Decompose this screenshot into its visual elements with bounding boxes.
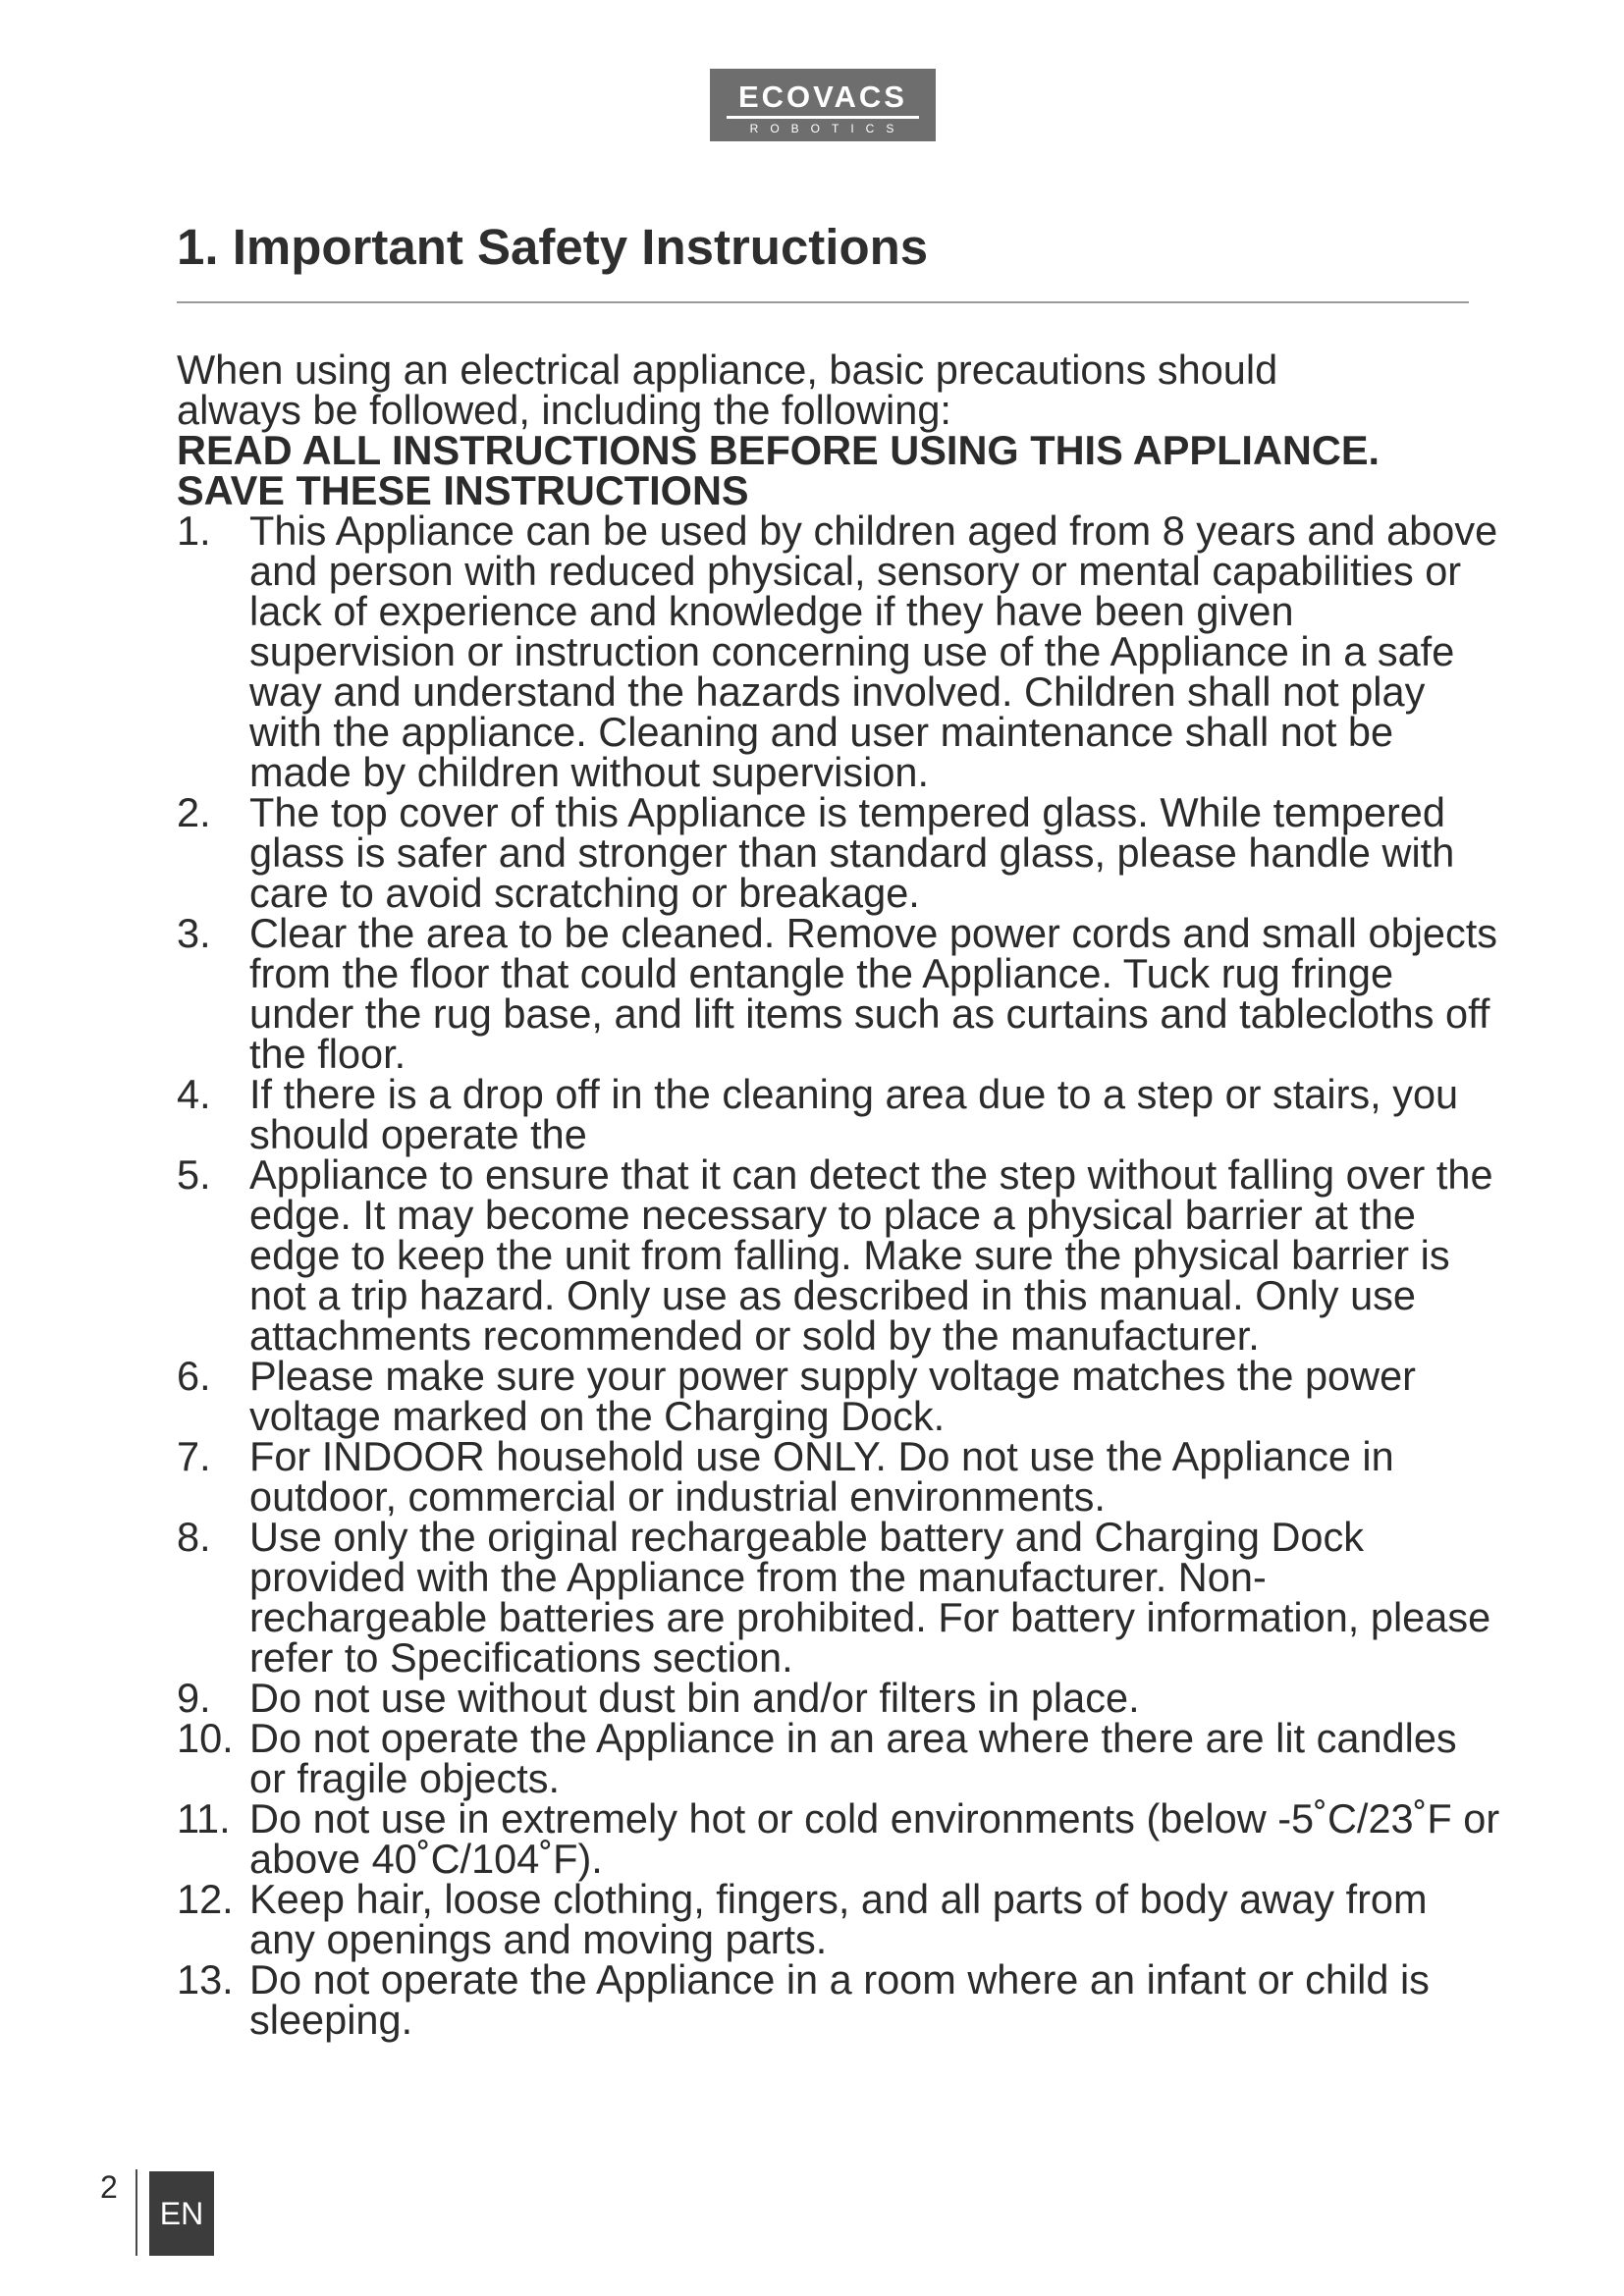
section-title: 1. Important Safety Instructions	[177, 219, 929, 275]
logo-tagline: ROBOTICS	[749, 122, 906, 135]
item-text: Use only the original rechargeable battery and Charging Dock provided with the Appliance from the manufacturer. Non-rechargeable batteries are prohibited. For battery information, please refer to Specifications section.	[249, 1514, 1491, 1681]
item-text: Clear the area to be cleaned. Remove power cords and small objects from the floor that could entangle the Appliance. Tuck rug fringe under the rug base, and lift items such as curtains and tablecloths off the floor.	[249, 910, 1498, 1077]
list-item	[177, 1715, 1502, 1801]
item-number: 9.	[177, 1675, 211, 1721]
intro-line-2: always be followed, including the following:	[177, 387, 951, 433]
item-number: 11.	[177, 1795, 231, 1842]
item-number: 3.	[177, 910, 211, 956]
item-text: Do not use without dust bin and/or filters in place.	[249, 1675, 1140, 1721]
item-text: For INDOOR household use ONLY. Do not use the Appliance in outdoor, commercial or industrial environments.	[249, 1433, 1394, 1520]
list-item	[177, 1514, 1502, 1681]
item-number: 8.	[177, 1514, 211, 1560]
item-text: Keep hair, loose clothing, fingers, and all parts of body away from any openings and moving parts.	[249, 1876, 1428, 1962]
item-text: Do not use in extremely hot or cold environments (below -5˚C/23˚F or above 40˚C/104˚F).	[249, 1795, 1500, 1882]
instructions-body	[177, 347, 1502, 2043]
list-item	[177, 1433, 1502, 1520]
read-all-warning: READ ALL INSTRUCTIONS BEFORE USING THIS APPLIANCE.	[177, 427, 1380, 473]
list-item	[177, 789, 1502, 916]
item-number: 5.	[177, 1151, 211, 1198]
list-item	[177, 1795, 1502, 1882]
item-number: 7.	[177, 1433, 211, 1479]
title-divider	[177, 301, 1469, 303]
intro-line-1: When using an electrical appliance, basic precautions should	[177, 347, 1278, 393]
list-item	[177, 1675, 1502, 1721]
logo-brand: ECOVACS	[737, 80, 907, 114]
list-item	[177, 1151, 1502, 1359]
list-item	[177, 507, 1502, 795]
list-item	[177, 1876, 1502, 1962]
intro-text	[177, 347, 1502, 433]
item-number: 6.	[177, 1353, 211, 1399]
item-text: Do not operate the Appliance in an area where there are lit candles or fragile objects.	[249, 1715, 1457, 1801]
item-number: 12.	[177, 1876, 234, 1922]
ecovacs-logo	[710, 69, 936, 141]
item-text: Please make sure your power supply voltage matches the power voltage marked on the Charging Dock.	[249, 1353, 1416, 1439]
list-item	[177, 1956, 1502, 2043]
item-number: 13.	[177, 1956, 234, 2002]
safety-list	[177, 507, 1502, 2043]
item-number: 2.	[177, 789, 211, 835]
list-item	[177, 910, 1502, 1077]
logo-divider	[727, 116, 919, 119]
item-text: If there is a drop off in the cleaning area due to a step or stairs, you should operate the	[249, 1071, 1459, 1157]
list-item	[177, 1071, 1502, 1157]
item-number: 10.	[177, 1715, 234, 1761]
page-number: 2	[100, 2169, 118, 2205]
save-instructions-warning: SAVE THESE INSTRUCTIONS	[177, 467, 749, 513]
item-text: The top cover of this Appliance is tempered glass. While tempered glass is safer and stronger than standard glass, please handle with care to avoid scratching or breakage.	[249, 789, 1455, 916]
item-number: 1.	[177, 507, 211, 554]
item-text: Do not operate the Appliance in a room where an infant or child is sleeping.	[249, 1956, 1430, 2043]
item-text: This Appliance can be used by children aged from 8 years and above and person with reduced physical, sensory or mental capabilities or lack of experience and knowledge if they have been given supervision or instruction concerning use of the Appliance in a safe way and understand the hazards involved. Children shall not play with the appliance. Cleaning and user maintenance shall not be made by children without supervision.	[249, 507, 1498, 795]
footer-divider	[135, 2169, 137, 2256]
language-badge: EN	[149, 2171, 214, 2256]
item-text: Appliance to ensure that it can detect the step without falling over the edge. It may become necessary to place a physical barrier at the edge to keep the unit from falling. Make sure the physical barrier is not a trip hazard. Only use as described in this manual. Only use attachments recommended or sold by the manufacturer.	[249, 1151, 1493, 1359]
item-number: 4.	[177, 1071, 211, 1117]
list-item	[177, 1353, 1502, 1439]
